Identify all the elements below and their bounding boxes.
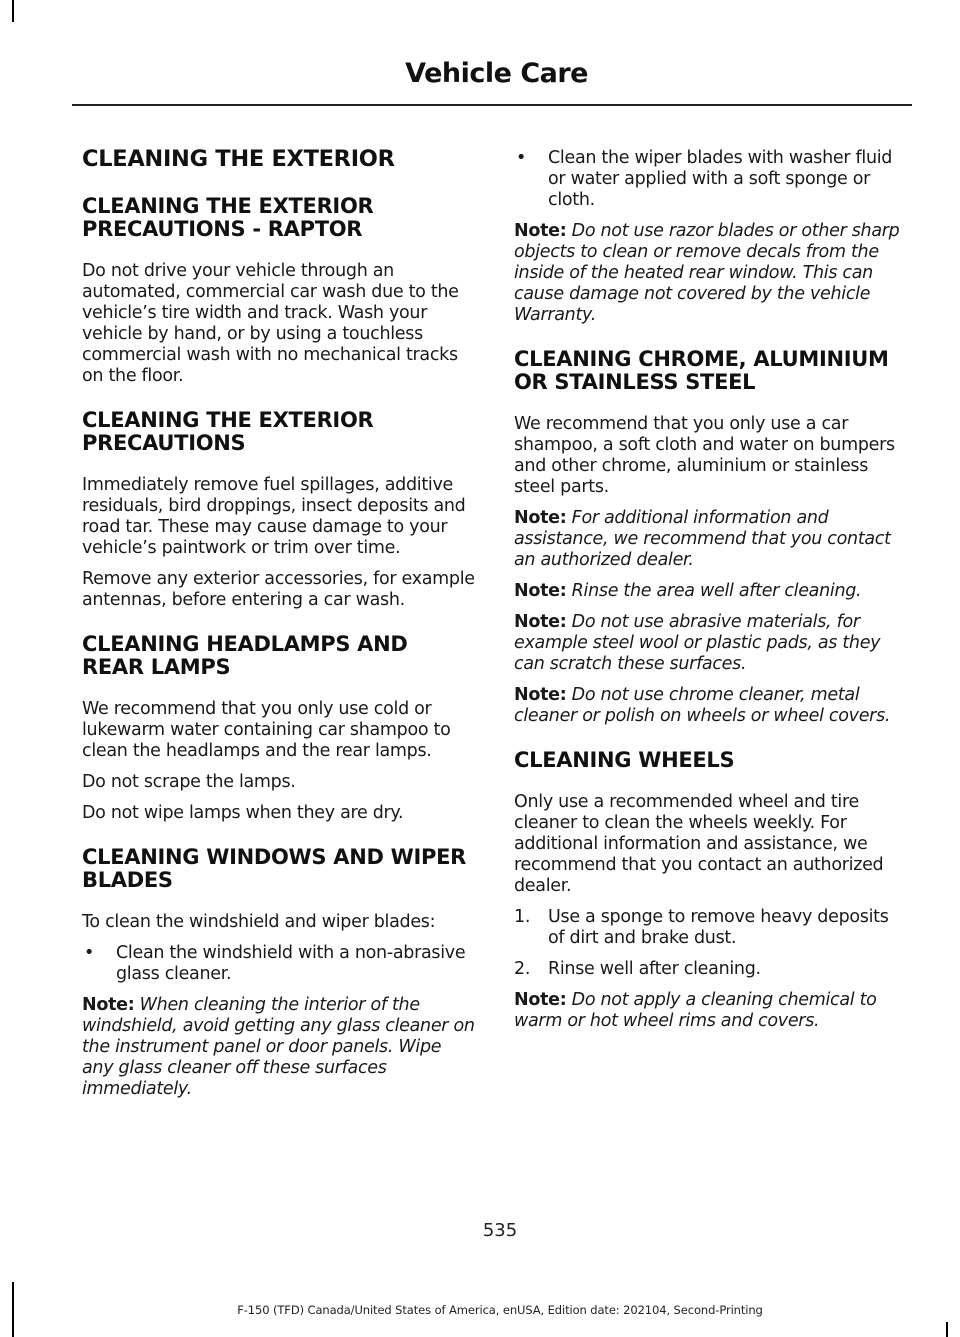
crop-mark-top-left — [12, 0, 14, 22]
list-item — [82, 943, 476, 985]
note-label: Note: — [514, 508, 567, 528]
section-title-exterior-precautions: CLEANING THE EXTERIOR PRECAUTIONS — [82, 408, 374, 455]
wheels-body: Only use a recommended wheel and tire cleaner to clean the wheels weekly. For additional information and assistance, we recommend that you contact an authorized dealer. — [514, 792, 884, 896]
note-text: For additional information and assistance, we recommend that you contact an authorized dealer. — [514, 508, 891, 570]
note-label: Note: — [514, 685, 567, 705]
page-number: 535 — [482, 1220, 518, 1241]
headlamps-paragraph-1: We recommend that you only use cold or lukewarm water containing car shampoo to clean the headlamps and the rear lamps. — [82, 699, 451, 761]
wheels-steps — [514, 907, 908, 980]
note-text: When cleaning the interior of the windshield, avoid getting any glass cleaner on the instrument panel or door panels. Wipe any glass cleaner off these surfaces immediately. — [82, 995, 475, 1099]
note-label: Note: — [514, 581, 567, 601]
section-title-chrome: CLEANING CHROME, ALUMINIUM OR STAINLESS STEEL — [514, 347, 889, 394]
note-label: Note: — [514, 221, 567, 241]
section-title-raptor-precautions: CLEANING THE EXTERIOR PRECAUTIONS - RAPTOR — [82, 194, 374, 241]
step-number: 2. — [514, 959, 531, 979]
note-text: Rinse the area well after cleaning. — [571, 581, 862, 601]
note-label: Note: — [514, 612, 567, 632]
wiper-bullets — [514, 148, 908, 211]
note-label: Note: — [82, 995, 135, 1015]
list-item — [514, 148, 908, 211]
wheels-note — [514, 990, 908, 1032]
step-number: 1. — [514, 907, 531, 927]
section-title-wheels: CLEANING WHEELS — [514, 748, 735, 772]
raptor-precautions-body: Do not drive your vehicle through an automated, commercial car wash due to the vehicle’s tire width and track. Wash your vehicle by hand, or by using a touchless commercial wash with no mechanical tracks on the floor. — [82, 261, 459, 386]
note-text: Do not apply a cleaning chemical to warm or hot wheel rims and covers. — [514, 990, 877, 1031]
header-rule — [72, 104, 912, 106]
chrome-note-2 — [514, 581, 908, 602]
exterior-precautions-paragraph-2: Remove any exterior accessories, for example antennas, before entering a car wash. — [82, 569, 475, 610]
bullet-marker: • — [84, 943, 95, 963]
chrome-note-1 — [514, 508, 908, 571]
section-title-windows-wipers: CLEANING WINDOWS AND WIPER BLADES — [82, 845, 466, 892]
footer-edition-text: F-150 (TFD) Canada/United States of America, enUSA, Edition date: 202104, Second-Printing — [237, 1303, 763, 1317]
crop-mark-bottom-right — [946, 1322, 948, 1337]
right-column — [514, 148, 908, 1042]
section-title-headlamps: CLEANING HEADLAMPS AND REAR LAMPS — [82, 632, 408, 679]
left-column — [82, 148, 476, 1110]
windows-wipers-intro: To clean the windshield and wiper blades: — [82, 912, 436, 932]
list-item — [514, 959, 908, 980]
note-text: Do not use razor blades or other sharp objects to clean or remove decals from the inside of the heated rear window. This can cause damage not covered by the vehicle Warranty. — [514, 221, 900, 325]
list-item — [514, 907, 908, 949]
note-text: Do not use abrasive materials, for example steel wool or plastic pads, as they can scratch these surfaces. — [514, 612, 881, 674]
bullet-text: Clean the wiper blades with washer fluid or water applied with a soft sponge or cloth. — [548, 148, 893, 210]
headlamps-paragraph-2: Do not scrape the lamps. — [82, 772, 296, 792]
step-text: Use a sponge to remove heavy deposits of dirt and brake dust. — [548, 907, 889, 948]
chrome-body: We recommend that you only use a car shampoo, a soft cloth and water on bumpers and other chrome, aluminium or stainless steel parts. — [514, 414, 895, 497]
headlamps-paragraph-3: Do not wipe lamps when they are dry. — [82, 803, 404, 823]
bullet-marker: • — [516, 148, 527, 168]
windows-wipers-bullets — [82, 943, 476, 985]
chrome-note-4 — [514, 685, 908, 727]
windshield-note — [82, 995, 476, 1100]
exterior-precautions-paragraph-1: Immediately remove fuel spillages, additive residuals, bird droppings, insect deposits and road tar. These may cause damage to your vehicle’s paintwork or trim over time. — [82, 475, 466, 558]
note-text: Do not use chrome cleaner, metal cleaner or polish on wheels or wheel covers. — [514, 685, 891, 726]
bullet-text: Clean the windshield with a non-abrasive glass cleaner. — [116, 943, 466, 984]
page-header-title: Vehicle Care — [405, 58, 588, 89]
chrome-note-3 — [514, 612, 908, 675]
main-section-title: CLEANING THE EXTERIOR — [82, 146, 395, 172]
rear-window-note — [514, 221, 908, 326]
note-label: Note: — [514, 990, 567, 1010]
step-text: Rinse well after cleaning. — [548, 959, 761, 979]
